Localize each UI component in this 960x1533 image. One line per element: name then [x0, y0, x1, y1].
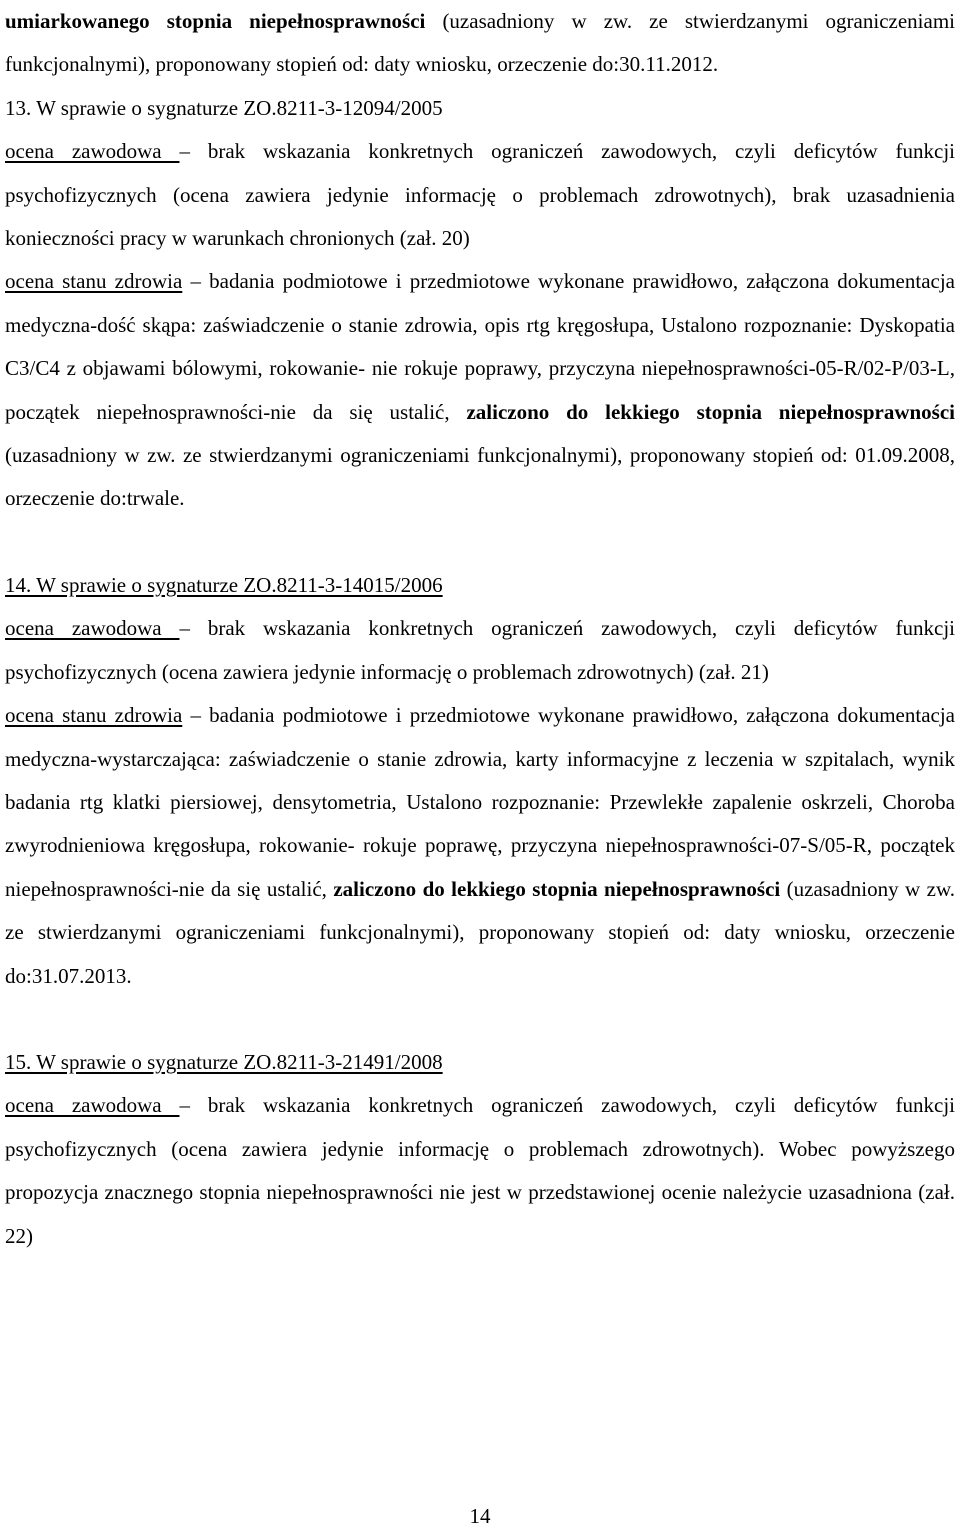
- intro-text: (uzasadniony w zw. ze stwierdzanymi ograniczeniami funkcjonalnymi), proponowany stopień od: daty wniosku, orzeczenie do:30.11.2012.: [5, 9, 955, 77]
- ocena-zawodowa-text: – brak wskazania konkretnych ograniczeń zawodowych, czyli deficytów funkcji psychofizycznych (ocena zawiera jedynie informację o problemach zdrowotnych), brak uzasadnienia konieczności pracy w warunkach chronionych (zał. 20): [5, 139, 956, 251]
- ocena-zawodowa-label: ocena zawodowa: [5, 616, 180, 641]
- conclusion-tail: (uzasadniony w zw. ze stwierdzanymi ograniczeniami funkcjonalnymi), proponowany stopień od: 01.09.2008, orzeczenie do:trwale.: [5, 443, 955, 511]
- page-number: 14: [469, 1504, 491, 1528]
- ocena-zawodowa-text: – brak wskazania konkretnych ograniczeń zawodowych, czyli deficytów funkcji psychofizycznych (ocena zawiera jedynie informację o problemach zdrowotnych) (zał. 21): [5, 616, 956, 684]
- section-14-ocena-zawodowa: [5, 607, 955, 694]
- intro-bold: umiarkowanego stopnia niepełnosprawności: [5, 9, 426, 33]
- ocena-stanu-zdrowia-text: – badania podmiotowe i przedmiotowe wykonane prawidłowo, załączona dokumentacja medyczna-wystarczająca: zaświadczenie o stanie zdrowia, karty informacyjne z leczenia w szpitalach, wynik badania rtg klatki piersiowej, densytometria, Ustalono rozpoznanie: Przewlekłe zapalenie oskrzeli, Choroba zwyrodnieniowa kręgosłupa, rokowanie- rokuje poprawę, przyczyna niepełnosprawności-07-S/05-R, początek niepełnosprawności-nie da się ustalić,: [5, 703, 955, 901]
- ocena-stanu-zdrowia-text: – badania podmiotowe i przedmiotowe wykonane prawidłowo, załączona dokumentacja medyczna-dość skąpa: zaświadczenie o stanie zdrowia, opis rtg kręgosłupa, Ustalono rozpoznanie: Dyskopatia C3/C4 z objawami bólowymi, rokowanie- nie rokuje poprawy, przyczyna niepełnosprawności-05-R/02-P/03-L, początek niepełnosprawności-nie da się ustalić,: [5, 269, 955, 424]
- section-13-heading: [5, 87, 955, 130]
- ocena-zawodowa-text: – brak wskazania konkretnych ograniczeń zawodowych, czyli deficytów funkcji psychofizycznych (ocena zawiera jedynie informację o problemach zdrowotnych). Wobec powyższego propozycja znacznego stopnia niepełnosprawności nie jest w przedstawionej ocenie należycie uzasadniona (zał. 22): [5, 1093, 956, 1248]
- section-13-ocena-stanu-zdrowia: [5, 260, 955, 520]
- ocena-zawodowa-label: ocena zawodowa: [5, 139, 180, 164]
- case-heading: 15. W sprawie o sygnaturze ZO.8211-3-21491/2008: [5, 1049, 443, 1074]
- document-page: [5, 0, 955, 1258]
- spacer: [5, 998, 955, 1041]
- conclusion-bold: zaliczono do lekkiego stopnia niepełnosprawności: [333, 876, 781, 901]
- intro-paragraph: [5, 0, 955, 87]
- ocena-zawodowa-label: ocena zawodowa: [5, 1093, 180, 1118]
- ocena-stanu-zdrowia-label: ocena stanu zdrowia: [5, 269, 183, 294]
- section-15-heading: [5, 1041, 955, 1084]
- conclusion-tail: (uzasadniony w zw. ze stwierdzanymi ograniczeniami funkcjonalnymi), proponowany stopień od: daty wniosku, orzeczenie do:31.07.2013.: [5, 876, 955, 988]
- ocena-stanu-zdrowia-label: ocena stanu zdrowia: [5, 703, 183, 728]
- section-14-ocena-stanu-zdrowia: [5, 694, 955, 998]
- case-heading: 13. W sprawie o sygnaturze ZO.8211-3-12094/2005: [5, 95, 443, 120]
- section-15-ocena-zawodowa: [5, 1084, 955, 1258]
- section-13-ocena-zawodowa: [5, 130, 955, 260]
- spacer: [5, 521, 955, 564]
- case-heading: 14. W sprawie o sygnaturze ZO.8211-3-14015/2006: [5, 572, 443, 597]
- conclusion-bold: zaliczono do lekkiego stopnia niepełnosprawności: [466, 399, 955, 424]
- section-14-heading: [5, 564, 955, 607]
